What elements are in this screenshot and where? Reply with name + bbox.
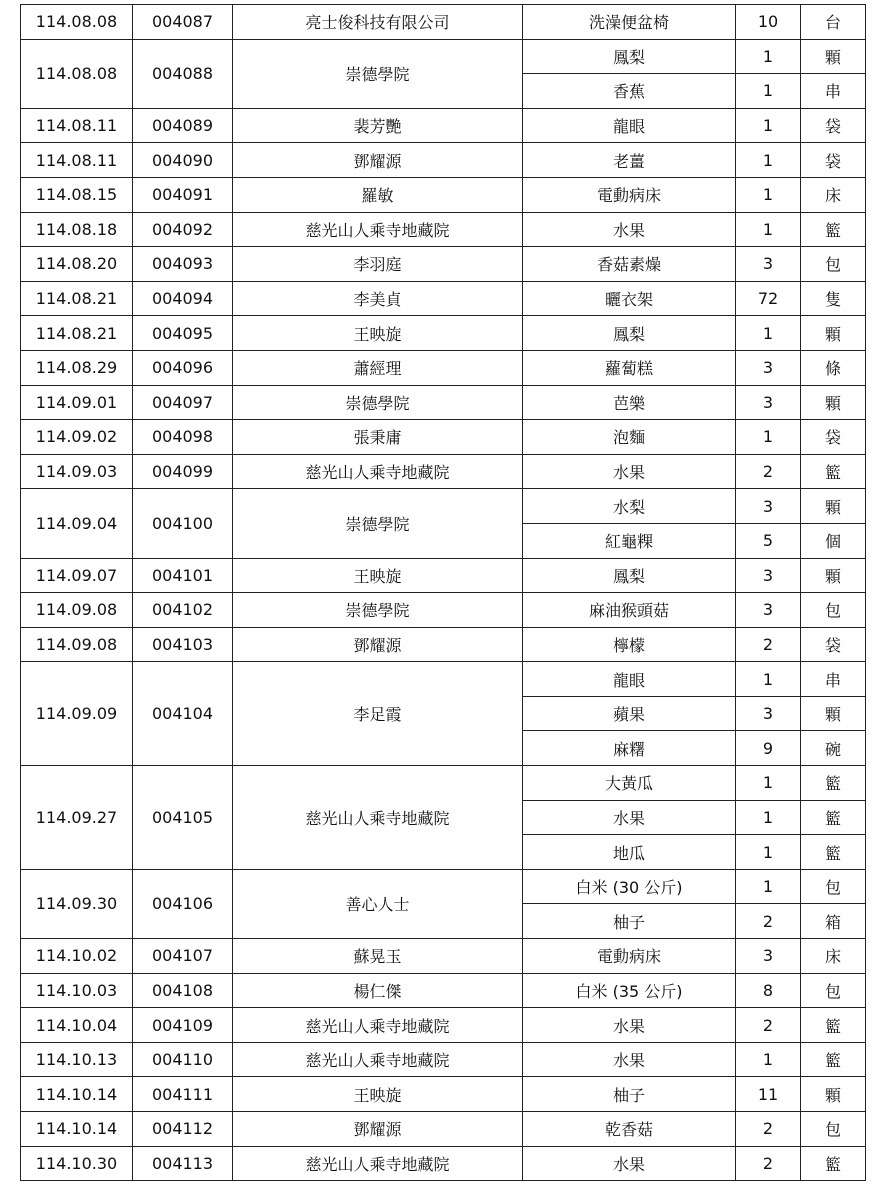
quantity-cell: 1 (736, 800, 801, 835)
donor-name-cell: 蘇晃玉 (233, 939, 523, 974)
unit-cell: 籃 (801, 454, 866, 489)
table-row (21, 939, 866, 974)
date-cell: 114.09.08 (21, 627, 133, 662)
unit-cell: 串 (801, 662, 866, 697)
item-name-cell: 水梨 (523, 489, 736, 524)
receipt-no-cell: 004106 (133, 869, 233, 938)
table-row (21, 593, 866, 628)
table-row (21, 247, 866, 282)
quantity-cell: 3 (736, 350, 801, 385)
quantity-cell: 1 (736, 766, 801, 801)
receipt-no-cell: 004099 (133, 454, 233, 489)
receipt-no-cell: 004110 (133, 1042, 233, 1077)
unit-cell: 顆 (801, 696, 866, 731)
item-name-cell: 龍眼 (523, 662, 736, 697)
unit-cell: 床 (801, 177, 866, 212)
quantity-cell: 3 (736, 593, 801, 628)
table-row (21, 385, 866, 420)
receipt-no-cell: 004087 (133, 5, 233, 40)
item-name-cell: 香菇素燥 (523, 247, 736, 282)
receipt-no-cell: 004104 (133, 662, 233, 766)
receipt-no-cell: 004107 (133, 939, 233, 974)
item-name-cell: 泡麵 (523, 420, 736, 455)
donor-name-cell: 李足霞 (233, 662, 523, 766)
quantity-cell: 2 (736, 904, 801, 939)
receipt-no-cell: 004091 (133, 177, 233, 212)
unit-cell: 包 (801, 869, 866, 904)
unit-cell: 籃 (801, 212, 866, 247)
item-name-cell: 香蕉 (523, 74, 736, 109)
quantity-cell: 1 (736, 177, 801, 212)
donation-table (20, 4, 866, 1181)
date-cell: 114.09.30 (21, 869, 133, 938)
item-name-cell: 柚子 (523, 904, 736, 939)
item-name-cell: 水果 (523, 454, 736, 489)
unit-cell: 床 (801, 939, 866, 974)
unit-cell: 袋 (801, 627, 866, 662)
item-name-cell: 蘋果 (523, 696, 736, 731)
unit-cell: 籃 (801, 1008, 866, 1043)
item-name-cell: 洗澡便盆椅 (523, 5, 736, 40)
donor-name-cell: 鄧耀源 (233, 1112, 523, 1147)
donor-name-cell: 李羽庭 (233, 247, 523, 282)
donation-table-body (21, 5, 866, 1181)
receipt-no-cell: 004100 (133, 489, 233, 558)
item-name-cell: 水果 (523, 1146, 736, 1181)
unit-cell: 袋 (801, 143, 866, 178)
unit-cell: 顆 (801, 558, 866, 593)
donor-name-cell: 慈光山人乘寺地藏院 (233, 1008, 523, 1043)
item-name-cell: 麻油猴頭菇 (523, 593, 736, 628)
donor-name-cell: 王映旋 (233, 1077, 523, 1112)
unit-cell: 籃 (801, 835, 866, 870)
date-cell: 114.08.18 (21, 212, 133, 247)
receipt-no-cell: 004095 (133, 316, 233, 351)
unit-cell: 包 (801, 593, 866, 628)
receipt-no-cell: 004112 (133, 1112, 233, 1147)
receipt-no-cell: 004088 (133, 39, 233, 108)
table-row (21, 558, 866, 593)
donor-name-cell: 慈光山人乘寺地藏院 (233, 1146, 523, 1181)
date-cell: 114.08.21 (21, 281, 133, 316)
receipt-no-cell: 004089 (133, 108, 233, 143)
donor-name-cell: 慈光山人乘寺地藏院 (233, 454, 523, 489)
table-row (21, 627, 866, 662)
receipt-no-cell: 004092 (133, 212, 233, 247)
donor-name-cell: 崇德學院 (233, 39, 523, 108)
item-name-cell: 大黃瓜 (523, 766, 736, 801)
receipt-no-cell: 004098 (133, 420, 233, 455)
donor-name-cell: 王映旋 (233, 316, 523, 351)
receipt-no-cell: 004109 (133, 1008, 233, 1043)
quantity-cell: 10 (736, 5, 801, 40)
table-row (21, 1008, 866, 1043)
date-cell: 114.08.20 (21, 247, 133, 282)
table-row (21, 1146, 866, 1181)
quantity-cell: 1 (736, 1042, 801, 1077)
unit-cell: 個 (801, 523, 866, 558)
item-name-cell: 白米 (30 公斤) (523, 869, 736, 904)
quantity-cell: 1 (736, 74, 801, 109)
item-name-cell: 紅龜粿 (523, 523, 736, 558)
receipt-no-cell: 004108 (133, 973, 233, 1008)
donor-name-cell: 崇德學院 (233, 385, 523, 420)
unit-cell: 包 (801, 1112, 866, 1147)
donor-name-cell: 蕭經理 (233, 350, 523, 385)
donor-name-cell: 崇德學院 (233, 489, 523, 558)
table-row (21, 316, 866, 351)
unit-cell: 台 (801, 5, 866, 40)
receipt-no-cell: 004090 (133, 143, 233, 178)
date-cell: 114.09.03 (21, 454, 133, 489)
date-cell: 114.10.13 (21, 1042, 133, 1077)
table-row (21, 281, 866, 316)
donor-name-cell: 李美貞 (233, 281, 523, 316)
receipt-no-cell: 004094 (133, 281, 233, 316)
date-cell: 114.10.04 (21, 1008, 133, 1043)
date-cell: 114.09.08 (21, 593, 133, 628)
unit-cell: 籃 (801, 1146, 866, 1181)
date-cell: 114.08.21 (21, 316, 133, 351)
quantity-cell: 1 (736, 143, 801, 178)
quantity-cell: 8 (736, 973, 801, 1008)
donor-name-cell: 張秉庸 (233, 420, 523, 455)
quantity-cell: 9 (736, 731, 801, 766)
item-name-cell: 龍眼 (523, 108, 736, 143)
date-cell: 114.08.08 (21, 39, 133, 108)
quantity-cell: 1 (736, 212, 801, 247)
receipt-no-cell: 004111 (133, 1077, 233, 1112)
table-row (21, 143, 866, 178)
table-row (21, 5, 866, 40)
donor-name-cell: 鄧耀源 (233, 143, 523, 178)
donor-name-cell: 王映旋 (233, 558, 523, 593)
table-row (21, 662, 866, 697)
unit-cell: 袋 (801, 420, 866, 455)
receipt-no-cell: 004101 (133, 558, 233, 593)
table-row (21, 973, 866, 1008)
date-cell: 114.08.11 (21, 108, 133, 143)
quantity-cell: 1 (736, 39, 801, 74)
unit-cell: 籃 (801, 800, 866, 835)
unit-cell: 條 (801, 350, 866, 385)
unit-cell: 碗 (801, 731, 866, 766)
unit-cell: 顆 (801, 385, 866, 420)
item-name-cell: 地瓜 (523, 835, 736, 870)
receipt-no-cell: 004102 (133, 593, 233, 628)
table-row (21, 39, 866, 74)
date-cell: 114.10.02 (21, 939, 133, 974)
date-cell: 114.09.09 (21, 662, 133, 766)
unit-cell: 隻 (801, 281, 866, 316)
quantity-cell: 3 (736, 696, 801, 731)
unit-cell: 袋 (801, 108, 866, 143)
quantity-cell: 2 (736, 627, 801, 662)
item-name-cell: 水果 (523, 212, 736, 247)
receipt-no-cell: 004093 (133, 247, 233, 282)
donor-name-cell: 楊仁傑 (233, 973, 523, 1008)
donor-name-cell: 慈光山人乘寺地藏院 (233, 766, 523, 870)
date-cell: 114.09.07 (21, 558, 133, 593)
item-name-cell: 鳳梨 (523, 39, 736, 74)
table-row (21, 420, 866, 455)
quantity-cell: 5 (736, 523, 801, 558)
date-cell: 114.08.08 (21, 5, 133, 40)
donor-name-cell: 亮士俊科技有限公司 (233, 5, 523, 40)
item-name-cell: 老薑 (523, 143, 736, 178)
quantity-cell: 72 (736, 281, 801, 316)
quantity-cell: 3 (736, 558, 801, 593)
donor-name-cell: 鄧耀源 (233, 627, 523, 662)
item-name-cell: 水果 (523, 1042, 736, 1077)
quantity-cell: 1 (736, 108, 801, 143)
quantity-cell: 2 (736, 1146, 801, 1181)
quantity-cell: 2 (736, 1112, 801, 1147)
quantity-cell: 2 (736, 1008, 801, 1043)
item-name-cell: 乾香菇 (523, 1112, 736, 1147)
date-cell: 114.09.27 (21, 766, 133, 870)
unit-cell: 籃 (801, 1042, 866, 1077)
donor-name-cell: 崇德學院 (233, 593, 523, 628)
item-name-cell: 水果 (523, 800, 736, 835)
quantity-cell: 1 (736, 420, 801, 455)
quantity-cell: 3 (736, 939, 801, 974)
unit-cell: 顆 (801, 316, 866, 351)
item-name-cell: 檸檬 (523, 627, 736, 662)
date-cell: 114.10.14 (21, 1112, 133, 1147)
item-name-cell: 蘿蔔糕 (523, 350, 736, 385)
donor-name-cell: 裴芳艷 (233, 108, 523, 143)
unit-cell: 顆 (801, 39, 866, 74)
table-row (21, 1112, 866, 1147)
table-row (21, 869, 866, 904)
item-name-cell: 水果 (523, 1008, 736, 1043)
receipt-no-cell: 004103 (133, 627, 233, 662)
date-cell: 114.08.11 (21, 143, 133, 178)
table-row (21, 212, 866, 247)
receipt-no-cell: 004113 (133, 1146, 233, 1181)
item-name-cell: 鳳梨 (523, 558, 736, 593)
table-row (21, 454, 866, 489)
date-cell: 114.09.04 (21, 489, 133, 558)
unit-cell: 顆 (801, 489, 866, 524)
item-name-cell: 鳳梨 (523, 316, 736, 351)
donor-name-cell: 羅敏 (233, 177, 523, 212)
date-cell: 114.09.02 (21, 420, 133, 455)
date-cell: 114.10.14 (21, 1077, 133, 1112)
quantity-cell: 1 (736, 869, 801, 904)
item-name-cell: 白米 (35 公斤) (523, 973, 736, 1008)
table-row (21, 489, 866, 524)
unit-cell: 顆 (801, 1077, 866, 1112)
quantity-cell: 3 (736, 385, 801, 420)
unit-cell: 包 (801, 247, 866, 282)
item-name-cell: 電動病床 (523, 939, 736, 974)
item-name-cell: 柚子 (523, 1077, 736, 1112)
date-cell: 114.08.15 (21, 177, 133, 212)
item-name-cell: 麻糬 (523, 731, 736, 766)
item-name-cell: 芭樂 (523, 385, 736, 420)
quantity-cell: 11 (736, 1077, 801, 1112)
table-row (21, 350, 866, 385)
receipt-no-cell: 004096 (133, 350, 233, 385)
unit-cell: 籃 (801, 766, 866, 801)
quantity-cell: 2 (736, 454, 801, 489)
date-cell: 114.08.29 (21, 350, 133, 385)
quantity-cell: 3 (736, 247, 801, 282)
quantity-cell: 1 (736, 835, 801, 870)
quantity-cell: 1 (736, 316, 801, 351)
quantity-cell: 3 (736, 489, 801, 524)
date-cell: 114.10.30 (21, 1146, 133, 1181)
date-cell: 114.09.01 (21, 385, 133, 420)
unit-cell: 串 (801, 74, 866, 109)
table-row (21, 766, 866, 801)
item-name-cell: 曬衣架 (523, 281, 736, 316)
receipt-no-cell: 004097 (133, 385, 233, 420)
table-row (21, 1077, 866, 1112)
table-row (21, 177, 866, 212)
donor-name-cell: 慈光山人乘寺地藏院 (233, 212, 523, 247)
item-name-cell: 電動病床 (523, 177, 736, 212)
table-row (21, 108, 866, 143)
receipt-no-cell: 004105 (133, 766, 233, 870)
donor-name-cell: 慈光山人乘寺地藏院 (233, 1042, 523, 1077)
unit-cell: 箱 (801, 904, 866, 939)
table-row (21, 1042, 866, 1077)
date-cell: 114.10.03 (21, 973, 133, 1008)
unit-cell: 包 (801, 973, 866, 1008)
quantity-cell: 1 (736, 662, 801, 697)
donor-name-cell: 善心人士 (233, 869, 523, 938)
